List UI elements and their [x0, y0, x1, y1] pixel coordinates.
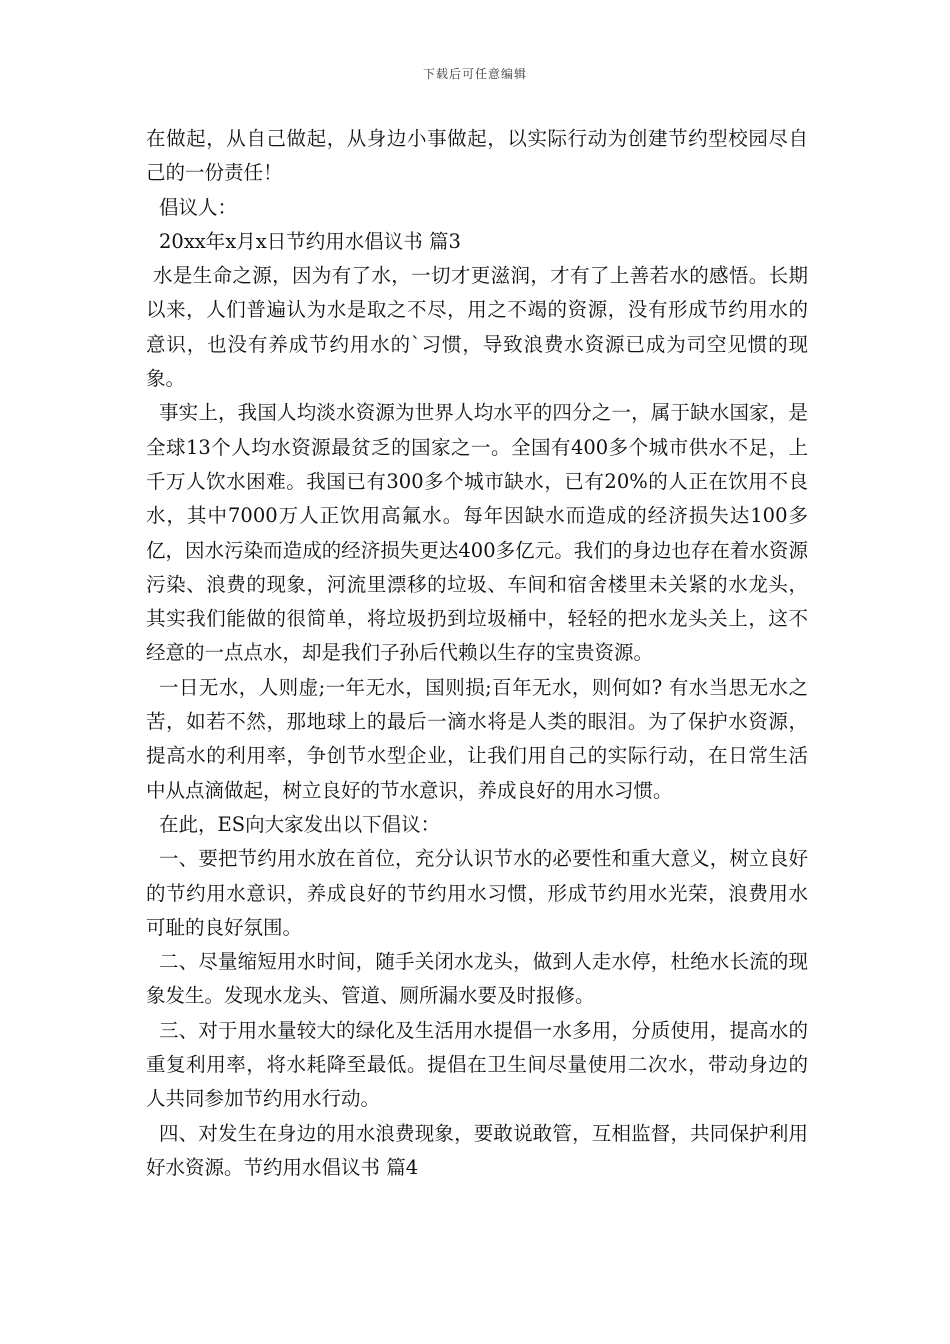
paragraph-date-title: 20xx年x月x日节约用水倡议书 篇3 — [159, 229, 461, 253]
paragraph-signatory: 倡议人： — [159, 195, 238, 219]
paragraph-proposal-3: 三、对于用水量较大的绿化及生活用水提倡一水多用，分质使用，提高水的重复利用率，将水耗降至最低。提倡在卫生间尽量使用二次水，带动身边的人共同参加节约用水行动。 — [146, 1018, 808, 1111]
paragraph-appeal: 一日无水，人则虚;一年无水，国则损;百年无水，则何如? 有水当思无水之苦，如若不然，那地球上的最后一滴水将是人类的眼泪。为了保护水资源，提高水的利用率，争创节水型企业，让我们用自己的实际行动，在日常生活中从点滴做起，树立良好的节水意识，养成良好的用水习惯。 — [146, 675, 808, 802]
document-body — [146, 122, 808, 1185]
paragraph-proposal-lead: 在此，ES向大家发出以下倡议： — [159, 812, 441, 836]
paragraph-proposal-2: 二、尽量缩短用水时间，随手关闭水龙头，做到人走水停，杜绝水长流的现象发生。发现水龙头、管道、厕所漏水要及时报修。 — [146, 950, 808, 1008]
paragraph-continuation: 在做起，从自己做起，从身边小事做起，以实际行动为创建节约型校园尽自己的一份责任！ — [146, 127, 808, 185]
paragraph-proposal-1: 一、要把节约用水放在首位，充分认识节水的必要性和重大意义，树立良好的节约用水意识，养成良好的节约用水习惯，形成节约用水光荣，浪费用水可耻的良好氛围。 — [146, 847, 808, 939]
paragraph-facts: 事实上，我国人均淡水资源为世界人均水平的四分之一，属于缺水国家，是全球13个人均水资源最贫乏的国家之一。全国有400多个城市供水不足，上千万人饮水困难。我国已有300多个城市缺水，已有20%的人正在饮用不良水，其中7000万人正饮用高氟水。每年因缺水而造成的经济损失达100多亿，因水污染而造成的经济损失更达400多亿元。我们的身边也存在着水资源污染、浪费的现象，河流里漂移的垃圾、车间和宿舍楼里未关紧的水龙头，其实我们能做的很简单，将垃圾扔到垃圾桶中，轻轻的把水龙头关上，这不经意的一点点水，却是我们子孙后代赖以生存的宝贵资源。 — [146, 401, 808, 665]
paragraph-intro: 水是生命之源，因为有了水，一切才更滋润，才有了上善若水的感悟。长期以来，人们普遍认为水是取之不尽，用之不竭的资源，没有形成节约用水的意识，也没有养成节约用水的`习惯，导致浪费水资源已成为司空见惯的现象。 — [146, 264, 808, 391]
paragraph-proposal-4: 四、对发生在身边的用水浪费现象，要敢说敢管，互相监督，共同保护利用好水资源。节约用水倡议书 篇4 — [146, 1121, 808, 1179]
header-note: 下载后可任意编辑 — [422, 67, 527, 81]
